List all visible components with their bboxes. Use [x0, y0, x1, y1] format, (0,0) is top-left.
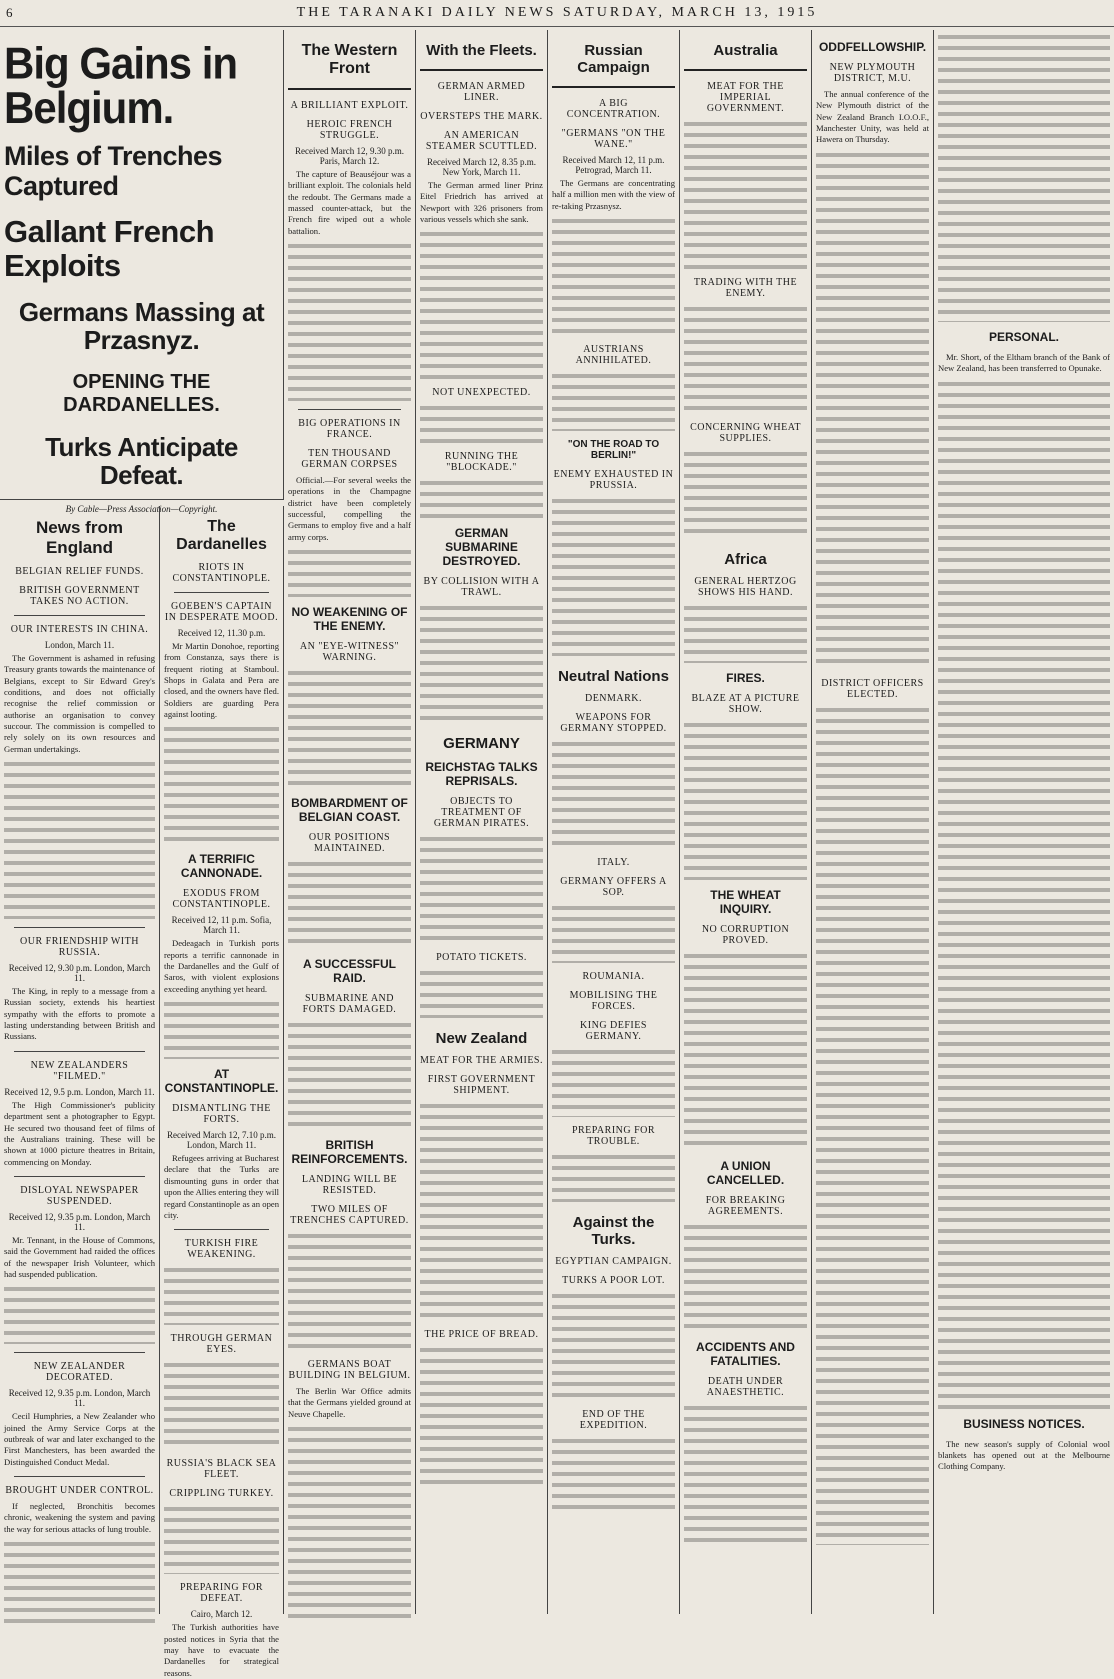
- section-heading: Neutral Nations: [558, 668, 669, 686]
- dateline: Received March 12, 7.10 p.m. London, March 11.: [167, 1130, 276, 1151]
- subhead: DISLOYAL NEWSPAPER SUSPENDED.: [20, 1184, 139, 1207]
- subhead: OBJECTS TO TREATMENT OF GERMAN PIRATES.: [433, 796, 530, 830]
- subhead-bold: REICHSTAG TALKS REPRISALS.: [425, 760, 538, 789]
- article-text: The High Commissioner's publicity department sent a photographer to Egypt. He secured two thousand feet of films of the Australians training. These will be shown at 1000 picture theatres in Britain, commencing on Monday.: [4, 1099, 155, 1167]
- article-text-continued: [684, 449, 807, 539]
- section-heading: Russian Campaign: [577, 42, 650, 76]
- article-text-continued: [552, 739, 675, 849]
- article-text-continued: [164, 999, 279, 1059]
- subhead: BIG OPERATIONS IN FRANCE.: [298, 418, 401, 441]
- subhead: BROUGHT UNDER CONTROL.: [5, 1484, 154, 1496]
- article-text-continued: [420, 968, 543, 1018]
- article-text-continued: [4, 1539, 155, 1629]
- subhead: WEAPONS FOR GERMANY STOPPED.: [560, 712, 667, 735]
- main-headline-block: [0, 30, 284, 514]
- article-text: The Berlin War Office admits that the Germans yielded ground at Neuve Chapelle.: [288, 1386, 411, 1419]
- subhead-bold: "ON THE ROAD TO BERLIN!": [567, 439, 660, 462]
- divider: [14, 1352, 145, 1353]
- subhead: GERMANY OFFERS A SOP.: [560, 876, 667, 899]
- article-text-continued: [164, 1504, 279, 1574]
- article-text: The Turkish authorities have posted notices in Syria that the may have to evacuate the Dardanelles for strategical reasons.: [164, 1622, 279, 1678]
- subhead-bold: A UNION CANCELLED.: [706, 1159, 785, 1187]
- headline-french-exploits: Gallant French Exploits: [4, 214, 215, 284]
- subhead: DEATH UNDER ANAESTHETIC.: [706, 1376, 785, 1398]
- subhead: RUNNING THE "BLOCKADE.": [444, 451, 519, 474]
- article-text-continued: [288, 241, 411, 401]
- subhead-bold: BOMBARDMENT OF BELGIAN COAST.: [291, 796, 408, 825]
- subhead: NOT UNEXPECTED.: [432, 387, 531, 399]
- article-text-continued: [288, 547, 411, 597]
- article-text: Mr. Short, of the Eltham branch of the Bank of New Zealand, has been transferred to Opunake.: [938, 352, 1110, 374]
- dateline: Received 12, 9.35 p.m. London, March 11.: [8, 1211, 151, 1232]
- subhead: CONCERNING WHEAT SUPPLIES.: [690, 422, 801, 444]
- section-heading: ODDFELLOWSHIP.: [818, 40, 927, 54]
- dateline: Received 12, 9.5 p.m. London, March 11.: [4, 1086, 155, 1097]
- page-columns: [0, 30, 1114, 1678]
- subhead: NEW ZEALANDER DECORATED.: [33, 1361, 126, 1384]
- subhead: GENERAL HERTZOG SHOWS HIS HAND.: [694, 576, 797, 598]
- article-text: The capture of Beauséjour was a brilliant exploit. The colonials held the redoubt. The Germans made a massed counter-attack, but the French fire wiped out a whole battalion.: [288, 169, 411, 236]
- article-text-continued: [684, 720, 807, 880]
- section-heading: GERMANY: [443, 735, 520, 753]
- article-text: Mr. Tennant, in the House of Commons, said the Government had raided the offices of the newspaper Irish Volunteer, which had suspended publication.: [4, 1234, 155, 1279]
- divider: [174, 1229, 269, 1230]
- dateline: London, March 11.: [44, 640, 115, 650]
- article-text-continued: [684, 304, 807, 414]
- divider: [552, 86, 675, 88]
- subhead: GERMAN ARMED LINER.: [437, 81, 526, 103]
- section-heading: BUSINESS NOTICES.: [963, 1416, 1085, 1431]
- subhead-bold: FIRES.: [726, 671, 765, 685]
- subhead: RIOTS IN CONSTANTINOPLE.: [172, 562, 271, 584]
- article-text-continued: [420, 834, 543, 944]
- article-text-continued: [684, 119, 807, 269]
- subhead: DENMARK.: [584, 693, 643, 705]
- subhead: THE PRICE OF BREAD.: [424, 1329, 539, 1341]
- page-number: 6: [6, 5, 16, 20]
- article-text: If neglected, Bronchitis becomes chronic, weakening the system and paving the way for serious attacks of lung trouble.: [4, 1500, 155, 1534]
- headline-turks: Turks Anticipate Defeat.: [45, 431, 238, 491]
- dateline: Received March 12, 8.35 p.m. New York, March 11.: [427, 157, 536, 177]
- subhead: ENEMY EXHAUSTED IN PRUSSIA.: [553, 469, 674, 492]
- subhead: PREPARING FOR DEFEAT.: [179, 1582, 264, 1605]
- article-text: Dedeagach in Turkish ports reports a terrific cannonade in the Dardanelles and the Gulf of Saros, with violent explosions exceeding anything yet heard.: [164, 938, 279, 994]
- column-personal: [934, 30, 1114, 1614]
- article-text: Official.—For several weeks the operations in the Champagne district have been completely successful, compelling the Germans to employ five and a half army corps.: [288, 475, 411, 542]
- article-text-continued: [552, 903, 675, 963]
- article-text-continued: [288, 1020, 411, 1130]
- article-text-continued: [552, 1436, 675, 1516]
- subhead: EXODUS FROM CONSTANTINOPLE.: [172, 888, 271, 911]
- article-text-continued: [420, 1101, 543, 1321]
- masthead-title: THE TARANAKI DAILY NEWS SATURDAY, MARCH 13, 1915: [296, 5, 818, 20]
- section-heading: New Zealand: [435, 1030, 528, 1048]
- subhead: OUR FRIENDSHIP WITH RUSSIA.: [20, 936, 139, 959]
- article-text: Refugees arriving at Bucharest declare that the Turks are dismounting guns in order that upon the Allies entering they will regard Constantinople as an open city.: [164, 1153, 279, 1220]
- divider: [14, 1051, 145, 1052]
- article-text-continued: [552, 371, 675, 431]
- article-text-continued: [938, 379, 1110, 1409]
- subhead: PREPARING FOR TROUBLE.: [571, 1125, 656, 1148]
- article-text: The German armed liner Prinz Eitel Friedrich has arrived at Newport with 326 prisoners from various vessels which she sank.: [420, 180, 543, 225]
- divider: [14, 1476, 145, 1477]
- subhead: DISTRICT OFFICERS ELECTED.: [821, 677, 924, 700]
- subhead: BLAZE AT A PICTURE SHOW.: [691, 693, 800, 715]
- column-dardanelles: [160, 506, 284, 1678]
- article-text-continued: [288, 1231, 411, 1351]
- article-text-continued: [420, 478, 543, 518]
- article-text-continued: [684, 1222, 807, 1332]
- subhead-bold: GERMAN SUBMARINE DESTROYED.: [442, 526, 521, 569]
- subhead: TURKS A POOR LOT.: [562, 1275, 665, 1287]
- section-heading: The Western Front: [301, 42, 398, 77]
- divider: [420, 69, 543, 71]
- subhead: RUSSIA'S BLACK SEA FLEET.: [166, 1458, 277, 1481]
- dateline: Received 12, 9.30 p.m. London, March 11.: [8, 963, 151, 984]
- section-heading: News from England: [36, 518, 123, 557]
- article-text-continued: [552, 1047, 675, 1117]
- subhead: ITALY.: [597, 857, 630, 869]
- divider: [288, 88, 411, 90]
- subhead: EGYPTIAN CAMPAIGN.: [555, 1256, 672, 1268]
- article-text-continued: [164, 1265, 279, 1325]
- subhead: KING DEFIES GERMANY.: [580, 1020, 647, 1043]
- dateline: Received 12, 9.35 p.m. London, March 11.: [8, 1388, 151, 1409]
- subhead: A BRILLIANT EXPLOIT.: [290, 100, 409, 111]
- subhead: MOBILISING THE FORCES.: [569, 990, 658, 1013]
- headline-trenches: Miles of Trenches Captured: [4, 141, 223, 201]
- masthead: [0, 0, 1114, 27]
- article-text-continued: [164, 1360, 279, 1450]
- dateline: Received 12, 11 p.m. Sofia, March 11.: [171, 915, 272, 936]
- article-text-continued: [288, 859, 411, 949]
- headline-big-gains: Big Gains in Belgium.: [4, 38, 238, 133]
- article-text: The annual conference of the New Plymouth district of the New Zealand Branch I.O.O.F., Manchester Unity, was held at Hawera on Thursday.: [816, 89, 929, 145]
- subhead-bold: AT CONSTANTINOPLE.: [164, 1067, 279, 1096]
- subhead: NEW PLYMOUTH DISTRICT, M.U.: [829, 62, 916, 84]
- subhead-bold: A TERRIFIC CANNONADE.: [180, 852, 263, 881]
- article-text-continued: [684, 951, 807, 1151]
- subhead: THROUGH GERMAN EYES.: [170, 1333, 273, 1356]
- column-russian-campaign: [548, 30, 680, 1614]
- divider: [14, 615, 145, 616]
- column-oddfellowship: [812, 30, 934, 1614]
- divider: [14, 1176, 145, 1177]
- subhead: HEROIC FRENCH STRUGGLE.: [306, 119, 393, 141]
- subhead: END OF THE EXPEDITION.: [579, 1409, 648, 1432]
- subhead: NO CORRUPTION PROVED.: [701, 924, 790, 946]
- article-text-continued: [552, 1291, 675, 1401]
- subhead: POTATO TICKETS.: [436, 952, 527, 964]
- column-with-fleets: [416, 30, 548, 1614]
- subhead: GERMANS BOAT BUILDING IN BELGIUM.: [288, 1359, 411, 1382]
- article-text: The Germans are concentrating half a million men with the view of re-taking Przasnysz.: [552, 178, 675, 211]
- dateline: Cairo, March 12.: [190, 1609, 253, 1620]
- subhead: AN "EYE-WITNESS" WARNING.: [299, 641, 400, 664]
- subhead: MEAT FOR THE IMPERIAL GOVERNMENT.: [706, 81, 785, 114]
- subhead: BY COLLISION WITH A TRAWL.: [423, 576, 540, 599]
- subhead-bold: ACCIDENTS AND FATALITIES.: [696, 1340, 795, 1368]
- section-heading: PERSONAL.: [988, 330, 1059, 344]
- article-text-continued: [552, 216, 675, 336]
- subhead: FIRST GOVERNMENT SHIPMENT.: [427, 1074, 536, 1097]
- column-australia: [680, 30, 812, 1614]
- article-text: The Government is ashamed in refusing Treasury grants towards the maintenance of Belgians, except to Sir Edward Grey's conditions, and does not officially recognise the relief commission or authorise an organisation to convey succour. The commission is compelled to rely solely on its own resources and German undertakings.: [4, 653, 155, 754]
- article-text-continued: [938, 32, 1110, 322]
- divider: [684, 69, 807, 71]
- column-news-england: [0, 506, 160, 1614]
- article-text-continued: [4, 1284, 155, 1344]
- article-text-continued: [164, 724, 279, 844]
- article-text-continued: [684, 603, 807, 663]
- article-text-continued: [552, 496, 675, 656]
- section-heading: The Dardanelles: [176, 518, 267, 553]
- subhead: "GERMANS "ON THE WANE.": [561, 128, 666, 150]
- section-heading: Against the Turks.: [572, 1214, 655, 1249]
- article-text: The new season's supply of Colonial wool blankets has opened out at the Melbourne Clothing Company.: [938, 1438, 1110, 1472]
- subhead: OVERSTEPS THE MARK.: [420, 111, 543, 122]
- dateline: Received March 12, 9.30 p.m. Paris, March 12.: [295, 146, 404, 166]
- subhead: LANDING WILL BE RESISTED.: [301, 1174, 398, 1197]
- subhead: CRIPPLING TURKEY.: [169, 1488, 274, 1500]
- headline-przasnyz: Germans Massing at Przasnyz.: [18, 296, 265, 356]
- article-text: Mr Martin Donohoe, reporting from Constanza, says there is frequent rioting at Stamboul. Shops in Galata and Pera are closed, and the owners have fled. Soldiers are guarding Pera against looting.: [164, 641, 279, 720]
- subhead: TWO MILES OF TRENCHES CAPTURED.: [290, 1204, 409, 1227]
- subhead: TURKISH FIRE WEAKENING.: [184, 1238, 259, 1261]
- subhead: TRADING WITH THE ENEMY.: [693, 277, 798, 299]
- subhead: OUR INTERESTS IN CHINA.: [10, 624, 149, 635]
- subhead-bold: NO WEAKENING OF THE ENEMY.: [291, 605, 408, 634]
- subhead-bold: THE WHEAT INQUIRY.: [710, 888, 781, 916]
- article-text-continued: [4, 759, 155, 919]
- article-text-continued: [420, 403, 543, 443]
- article-text-continued: [684, 1403, 807, 1543]
- subhead: BRITISH GOVERNMENT TAKES NO ACTION.: [19, 585, 140, 607]
- subhead: AUSTRIANS ANNIHILATED.: [575, 344, 652, 367]
- subhead: MEAT FOR THE ARMIES.: [420, 1055, 543, 1067]
- divider: [298, 409, 401, 410]
- subhead: A BIG CONCENTRATION.: [566, 98, 661, 120]
- byline: By Cable—Press Association—Copyright.: [65, 503, 218, 514]
- subhead: AN AMERICAN STEAMER SCUTTLED.: [425, 130, 538, 152]
- subhead-bold: BRITISH REINFORCEMENTS.: [291, 1138, 408, 1167]
- article-text-continued: [288, 668, 411, 788]
- divider: [14, 927, 145, 928]
- section-heading: Africa: [724, 551, 767, 568]
- headline-dardanelles: OPENING THE DARDANELLES.: [63, 370, 220, 416]
- article-text-continued: [420, 603, 543, 723]
- subhead: OUR POSITIONS MAINTAINED.: [308, 832, 391, 855]
- article-text: Cecil Humphries, a New Zealander who joined the Army Service Corps at the outbreak of war and later exchanged to the First Manchesters, has been awarded the Distinguished Conduct Medal.: [4, 1411, 155, 1467]
- subhead: SUBMARINE AND FORTS DAMAGED.: [302, 993, 397, 1016]
- article-text-continued: [816, 705, 929, 1545]
- dateline: Received March 12, 11 p.m. Petrograd, March 11.: [562, 155, 665, 175]
- article-text-continued: [552, 1152, 675, 1202]
- divider: [174, 592, 269, 593]
- section-heading: Australia: [713, 42, 778, 59]
- article-text: The King, in reply to a message from a Russian society, extends his heartiest sympathy with the efforts to promote a lasting understanding between British and Russians.: [4, 986, 155, 1042]
- article-text-continued: [816, 150, 929, 670]
- subhead: DISMANTLING THE FORTS.: [172, 1103, 271, 1126]
- dateline: Received 12, 11.30 p.m.: [177, 628, 266, 638]
- subhead-bold: A SUCCESSFUL RAID.: [303, 957, 396, 986]
- subhead: FOR BREAKING AGREEMENTS.: [705, 1195, 786, 1217]
- article-text-continued: [420, 229, 543, 379]
- subhead: NEW ZEALANDERS "FILMED.": [30, 1059, 129, 1082]
- subhead: BELGIAN RELIEF FUNDS.: [15, 566, 144, 577]
- subhead: TEN THOUSAND GERMAN CORPSES: [301, 448, 398, 471]
- article-text-continued: [288, 1424, 411, 1624]
- section-heading: With the Fleets.: [426, 42, 537, 59]
- subhead: GOEBEN'S CAPTAIN IN DESPERATE MOOD.: [164, 601, 279, 623]
- column-western-front: [284, 30, 416, 1614]
- article-text-continued: [420, 1345, 543, 1485]
- subhead: ROUMANIA.: [582, 971, 645, 983]
